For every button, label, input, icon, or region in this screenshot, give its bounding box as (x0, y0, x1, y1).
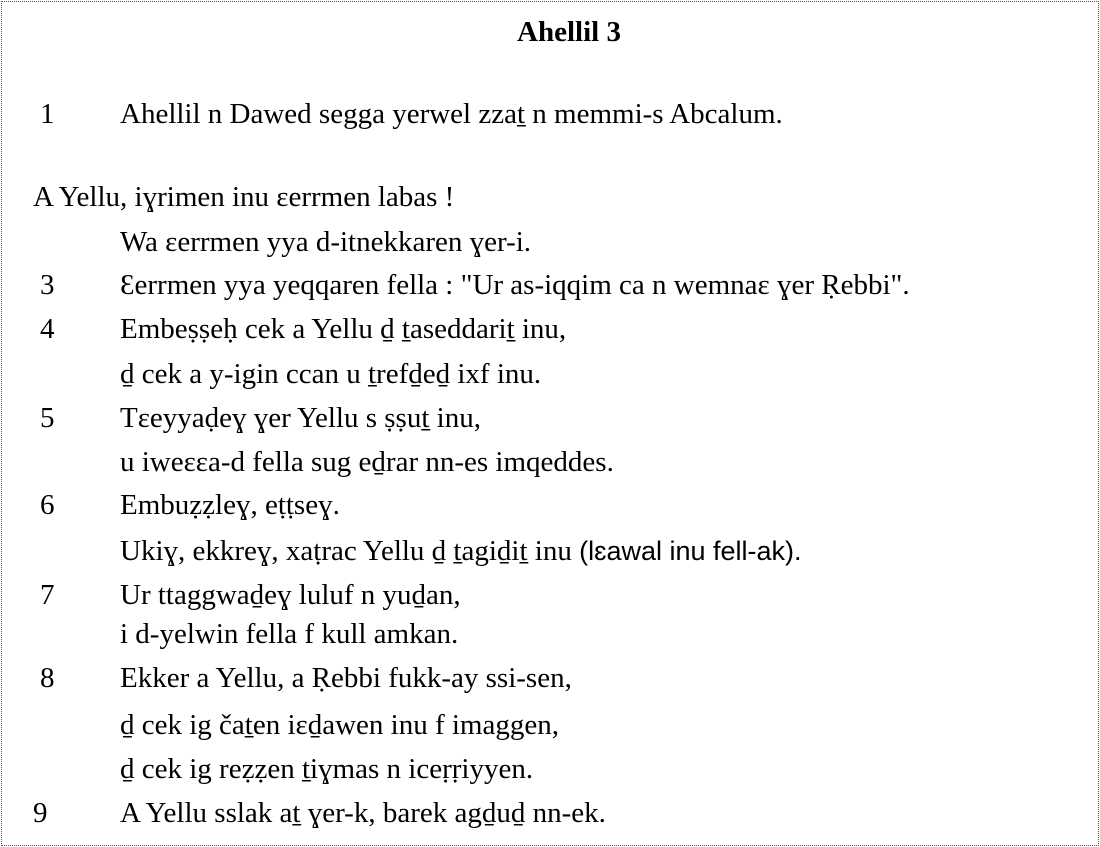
verse-line: Embeṣṣeḥ cek a Yellu ḏ ṯaseddariṯ inu, (120, 313, 567, 345)
verse-line-with-note (120, 533, 802, 569)
verse-number: 1 (40, 98, 55, 130)
verse-line: ḏ cek ig reẓẓen ṯiɣmas n iceṛṛiyyen. (120, 753, 534, 785)
verse-line: Ɛerrmen yya yeqqaren fella : "Ur as-iqqim ca n wemnaɛ ɣer Ṛebbi". (120, 269, 910, 301)
verse-line: u iweɛɛa-d fella sug eḏrar nn-es imqeddes. (120, 446, 614, 478)
verse-number: 3 (40, 269, 55, 301)
verse-number: 4 (40, 313, 55, 345)
verse-line: i d-yelwin fella f kull amkan. (120, 618, 459, 650)
verse-number: 6 (40, 489, 55, 521)
verse-note: (lɛawal inu fell-ak). (579, 536, 802, 566)
verse-line: Ukiɣ, ekkreɣ, xaṭrac Yellu ḏ ṯagiḏiṯ inu (120, 535, 572, 567)
verse-number: 9 (33, 797, 48, 829)
verse-line: Ur ttaggwaḏeɣ luluf n yuḏan, (120, 579, 461, 611)
page-title: Ahellil 3 (517, 16, 621, 48)
verse-line: A Yellu, iɣrimen inu ɛerrmen labas ! (33, 181, 455, 213)
verse-number: 7 (40, 579, 55, 611)
verse-line: ḏ cek a y-igin ccan u ṯrefḏeḏ ixf inu. (120, 358, 542, 390)
verse-line: Ekker a Yellu, a Ṛebbi fukk-ay ssi-sen, (120, 662, 572, 694)
verse-line: Tɛeyyaḍeɣ ɣer Yellu s ṣṣuṯ inu, (120, 402, 481, 434)
verse-line: Wa ɛerrmen yya d-itnekkaren ɣer-i. (120, 226, 532, 258)
verse-line: Ahellil n Dawed segga yerwel zzaṯ n memmi-s Abcalum. (120, 98, 783, 130)
verse-line: A Yellu sslak aṯ ɣer-k, barek agḏuḏ nn-ek. (120, 797, 606, 829)
verse-line: Embuẓẓleɣ, eṭṭseɣ. (120, 489, 340, 521)
verse-number: 5 (40, 402, 55, 434)
verse-number: 8 (40, 662, 55, 694)
verse-line: ḏ cek ig čaṯen iɛḏawen inu f imaggen, (120, 709, 559, 741)
